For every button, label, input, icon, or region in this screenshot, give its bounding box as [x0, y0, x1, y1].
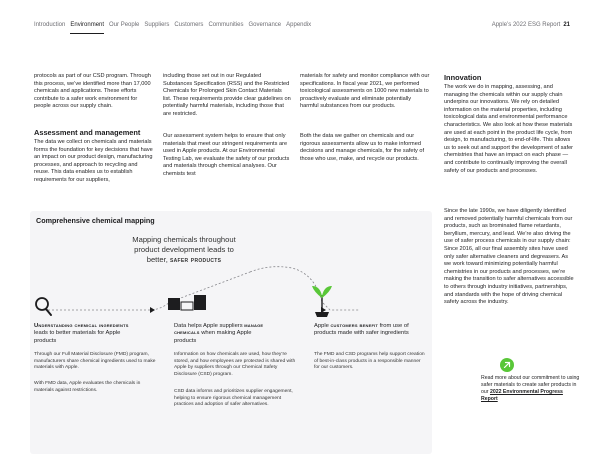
nav-item-customers[interactable]: Customers [174, 22, 204, 28]
innovation-p1: The work we do in mapping, assessing, and managing the chemicals within our supply chain underpins our innovations. We rely on detailed information on the material properties, including toxicological data and environmental performance characteristics. We also look at how these materials are used at each point in the product life cycle, from design, to manufacturing, to end-of-life. This allows us to seek out and support the development of safer chemistries that have an impact on each phase — and contribute to continually improving the overall safety of our products and processes. [444, 84, 574, 174]
report-title: Apple’s 2022 ESG Report [491, 22, 561, 28]
flow-arrow-1 [150, 307, 155, 313]
nav-item-introduction[interactable]: Introduction [34, 22, 66, 28]
step1-title-sc: Understanding chemical ingredients [34, 323, 129, 329]
panel-title: Comprehensive chemical mapping [36, 216, 155, 225]
nav-item-environment[interactable]: Environment [70, 22, 104, 34]
progress-report-link[interactable]: 2022 Environmental Progress Report [481, 389, 563, 402]
sprout-icon [312, 286, 332, 317]
step2-title-sc: manage chemicals [174, 323, 264, 337]
col3-p2: Both the data we gather on chemicals and our rigorous assessments allow us to make informed decisions and manage chemicals, for the safety of those who use, make, and recycle our products. [300, 133, 425, 162]
innovation-heading: Innovation [444, 73, 482, 82]
step2-title-rest: when making Apple products [174, 330, 252, 344]
step3-title-pre: Apple [314, 323, 329, 329]
step2-body2: CSD data informs and prioritizes supplier engagement, helping to ensure rigorous chemical management practices and adoption of safer alternatives. [174, 389, 293, 408]
external-link-icon[interactable] [500, 358, 514, 372]
section-nav [34, 22, 311, 34]
col1-body: The data we collect on chemicals and materials forms the foundation for key decisions that have an impact on our product design, manufacturing processes, and approach to recycling and reuse. This data enables us to establish requirements for our suppliers, [34, 139, 153, 183]
col1-intro: protocols as part of our CSD program. Through this process, we’ve identified more than 17,000 chemicals and applications. These efforts contribute to a safer work environment for people across our supply chain. [34, 73, 151, 110]
step2-title [174, 323, 274, 345]
factory-icon [168, 295, 206, 310]
flow-diagram [30, 240, 432, 325]
step2-title-pre: Data helps Apple suppliers [174, 323, 243, 329]
nav-item-governance[interactable]: Governance [248, 22, 282, 28]
nav-item-our-people[interactable]: Our People [109, 22, 140, 28]
col3-p1: materials for safety and monitor compliance with our specifications. In fiscal year 2021, we performed toxicological assessments on 1000 new materials to proactively evaluate and eliminate potentially harmful substances from our products. [300, 73, 430, 110]
report-header [492, 22, 570, 28]
callout-safer-products: safer products [169, 255, 222, 264]
step2-body1: Information on how chemicals are used, how they’re stored, and how employees are protected is shared with Apple by suppliers through our Chemical Safety Disclosure (CSD) program. [174, 352, 296, 377]
report-link-pre: Read more about our commitment to using safer materials to create safer products in our [481, 375, 580, 395]
page-number: 21 [563, 22, 570, 28]
col2-p1: including those set out in our Regulated Substances Specification (RSS) and the Restricted Chemicals for Prolonged Skin Contact Materials list. These requirements provide clear guidelines on potentially harmful materials, including those that are restricted. [163, 73, 291, 117]
step3-title-sc: customers benefit [330, 323, 379, 329]
innovation-p2: Since the late 1990s, we have diligently identified and removed potentially harmful chemicals from our products, such as brominated flame retardants, beryllium, mercury, and lead. We’re also driving the use of safer process chemicals in our supply chain: Since 2016, all our final assembly sites have used only safer alternative cleaners and degreasers. As we work toward minimizing potentially harmful chemistries in our products and processes, we’re making the transition to safer alternatives accessible to others through industry initiatives, partnerships, and standards with the hope of driving chemical safety across the industry. [444, 208, 574, 306]
step1-title [34, 323, 134, 345]
step3-body1: The FMD and CSD programs help support creation of best-in-class products in a responsible manner for our customers. [314, 352, 425, 371]
nav-item-suppliers[interactable]: Suppliers [144, 22, 170, 28]
nav-item-communities[interactable]: Communities [208, 22, 244, 28]
col2-p2: Our assessment system helps to ensure that only materials that meet our stringent requirements are used in Apple products. At our Environmental Testing Lab, we evaluate the safety of our products and materials through chemical analyses. Our chemists test [163, 133, 290, 177]
magnifier-icon [36, 298, 51, 315]
step3-title [314, 323, 418, 338]
callout-text: Mapping chemicals throughout product development leads to better, [132, 235, 236, 264]
step1-body2: With FMD data, Apple evaluates the chemicals in materials against restrictions. [34, 381, 141, 393]
step3-title-rest: from use of products made with safer ingredients [314, 323, 409, 337]
nav-item-appendix[interactable]: Appendix [286, 22, 312, 28]
report-link-text [481, 375, 581, 403]
assessment-heading: Assessment and management [34, 128, 141, 137]
step1-title-rest: leads to better materials for Apple products [34, 330, 121, 344]
step1-body1: Through our Full Material Disclosure (FMD) program, manufacturers share chemical ingredients used to make materials with Apple. [34, 352, 156, 371]
